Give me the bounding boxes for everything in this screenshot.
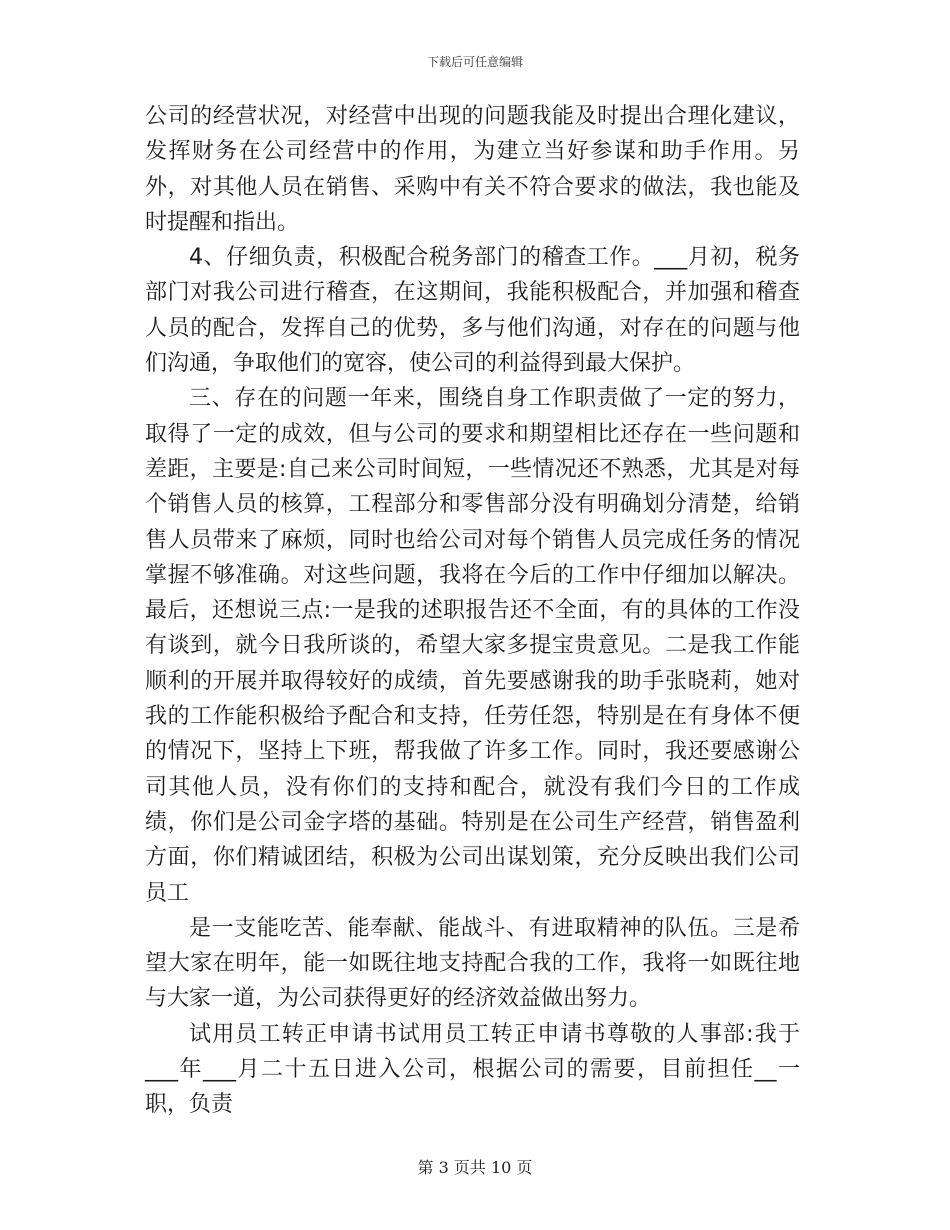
paragraph: 4、仔细负责，积极配合税务部门的稽查工作。___月初，税务部门对我公司进行稽查，在这期间，我能积极配合，并加强和稽查人员的配合，发挥自己的优势，多与他们沟通，对存在的问题与他们沟通，争取他们的宽容，使公司的利益得到最大保护。 [145, 245, 800, 377]
paragraph: 试用员工转正申请书试用员工转正申请书尊敬的人事部:我于___年___月二十五日进入公司，根据公司的需要，目前担任__一职，负责 [145, 1021, 800, 1118]
document-body [145, 99, 800, 1123]
page-header: 下载后可任意编辑 [426, 55, 523, 69]
paragraph: 是一支能吃苦、能奉献、能战斗、有进取精神的队伍。三是希望大家在明年，能一如既往地支持配合我的工作，我将一如既往地与大家一道，为公司获得更好的经济效益做出努力。 [145, 915, 800, 1012]
paragraph: 公司的经营状况，对经营中出现的问题我能及时提出合理化建议，发挥财务在公司经营中的作用，为建立当好参谋和助手作用。另外，对其他人员在销售、采购中有关不符合要求的做法，我也能及时提醒和指出。 [145, 104, 800, 235]
paragraph: 三、存在的问题一年来，围绕自身工作职责做了一定的努力，取得了一定的成效，但与公司的要求和期望相比还存在一些问题和差距，主要是:自己来公司时间短，一些情况还不熟悉，尤其是对每个销售人员的核算，工程部分和零售部分没有明确划分清楚，给销售人员带来了麻烦，同时也给公司对每个销售人员完成任务的情况掌握不够准确。对这些问题，我将在今后的工作中仔细加以解决。最后，还想说三点:一是我的述职报告还不全面，有的具体的工作没有谈到，就今日我所谈的，希望大家多提宝贵意见。二是我工作能顺利的开展并取得较好的成绩，首先要感谢我的助手张晓莉，她对我的工作能积极给予配合和支持，任劳任怨，特别是在有身体不便的情况下，坚持上下班，帮我做了许多工作。同时，我还要感谢公司其他人员，没有你们的支持和配合，就没有我们今日的工作成绩，你们是公司金字塔的基础。特别是在公司生产经营，销售盈利方面，你们精诚团结，积极为公司出谋划策，充分反映出我们公司员工 [145, 386, 800, 906]
page-footer: 第 3 页共 10 页 [417, 1158, 533, 1177]
